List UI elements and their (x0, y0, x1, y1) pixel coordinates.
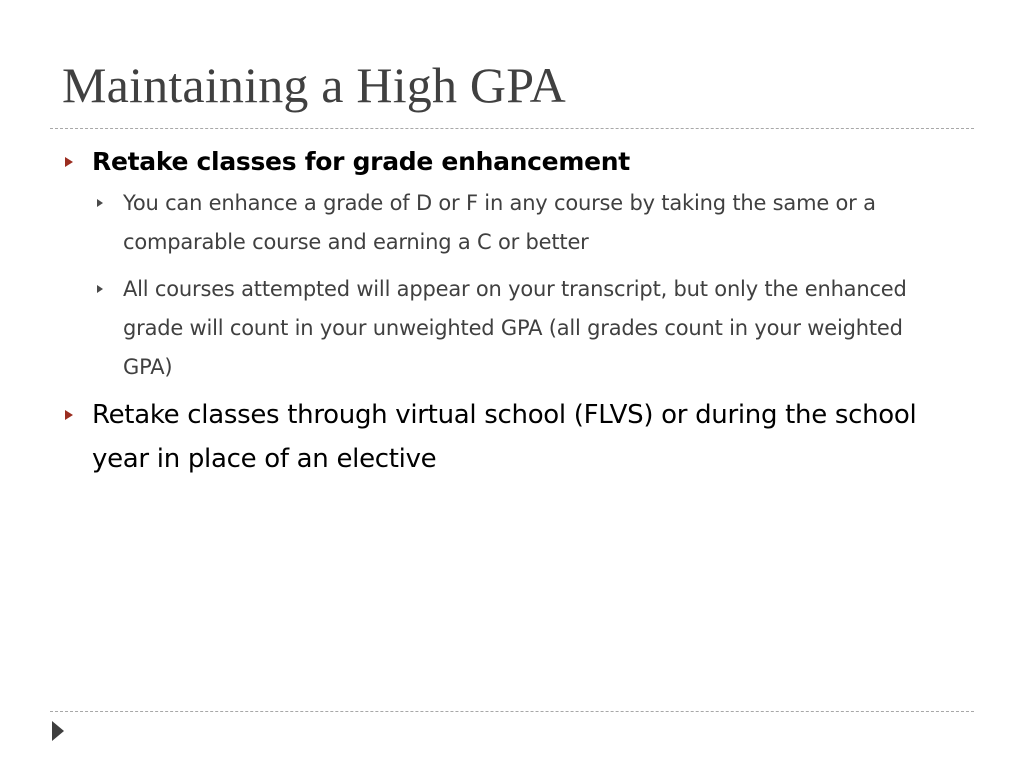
sub-bullet-item (123, 270, 953, 387)
sub-bullet-text: You can enhance a grade of D or F in any course by taking the same or a comparable course and earning a C or better (123, 191, 876, 254)
sub-bullet-text: All courses attempted will appear on your transcript, but only the enhanced grade will count in your unweighted GPA (all grades count in your weighted GPA) (123, 277, 907, 379)
bullet-item (92, 393, 952, 481)
sub-bullet-item (123, 184, 953, 262)
bullet-item (92, 140, 952, 184)
play-icon[interactable] (52, 721, 64, 741)
sub-bullet-arrow-icon (97, 199, 103, 207)
bullet-text: Retake classes for grade enhancement (92, 147, 630, 176)
bullet-list (0, 140, 1024, 481)
title-divider (50, 128, 974, 129)
bullet-text: Retake classes through virtual school (FLVS) or during the school year in place of an elective (92, 400, 917, 474)
bullet-arrow-icon (65, 410, 73, 420)
bullet-arrow-icon (65, 157, 73, 167)
sub-bullet-arrow-icon (97, 285, 103, 293)
slide-title: Maintaining a High GPA (62, 57, 566, 113)
footer-divider (50, 711, 974, 712)
